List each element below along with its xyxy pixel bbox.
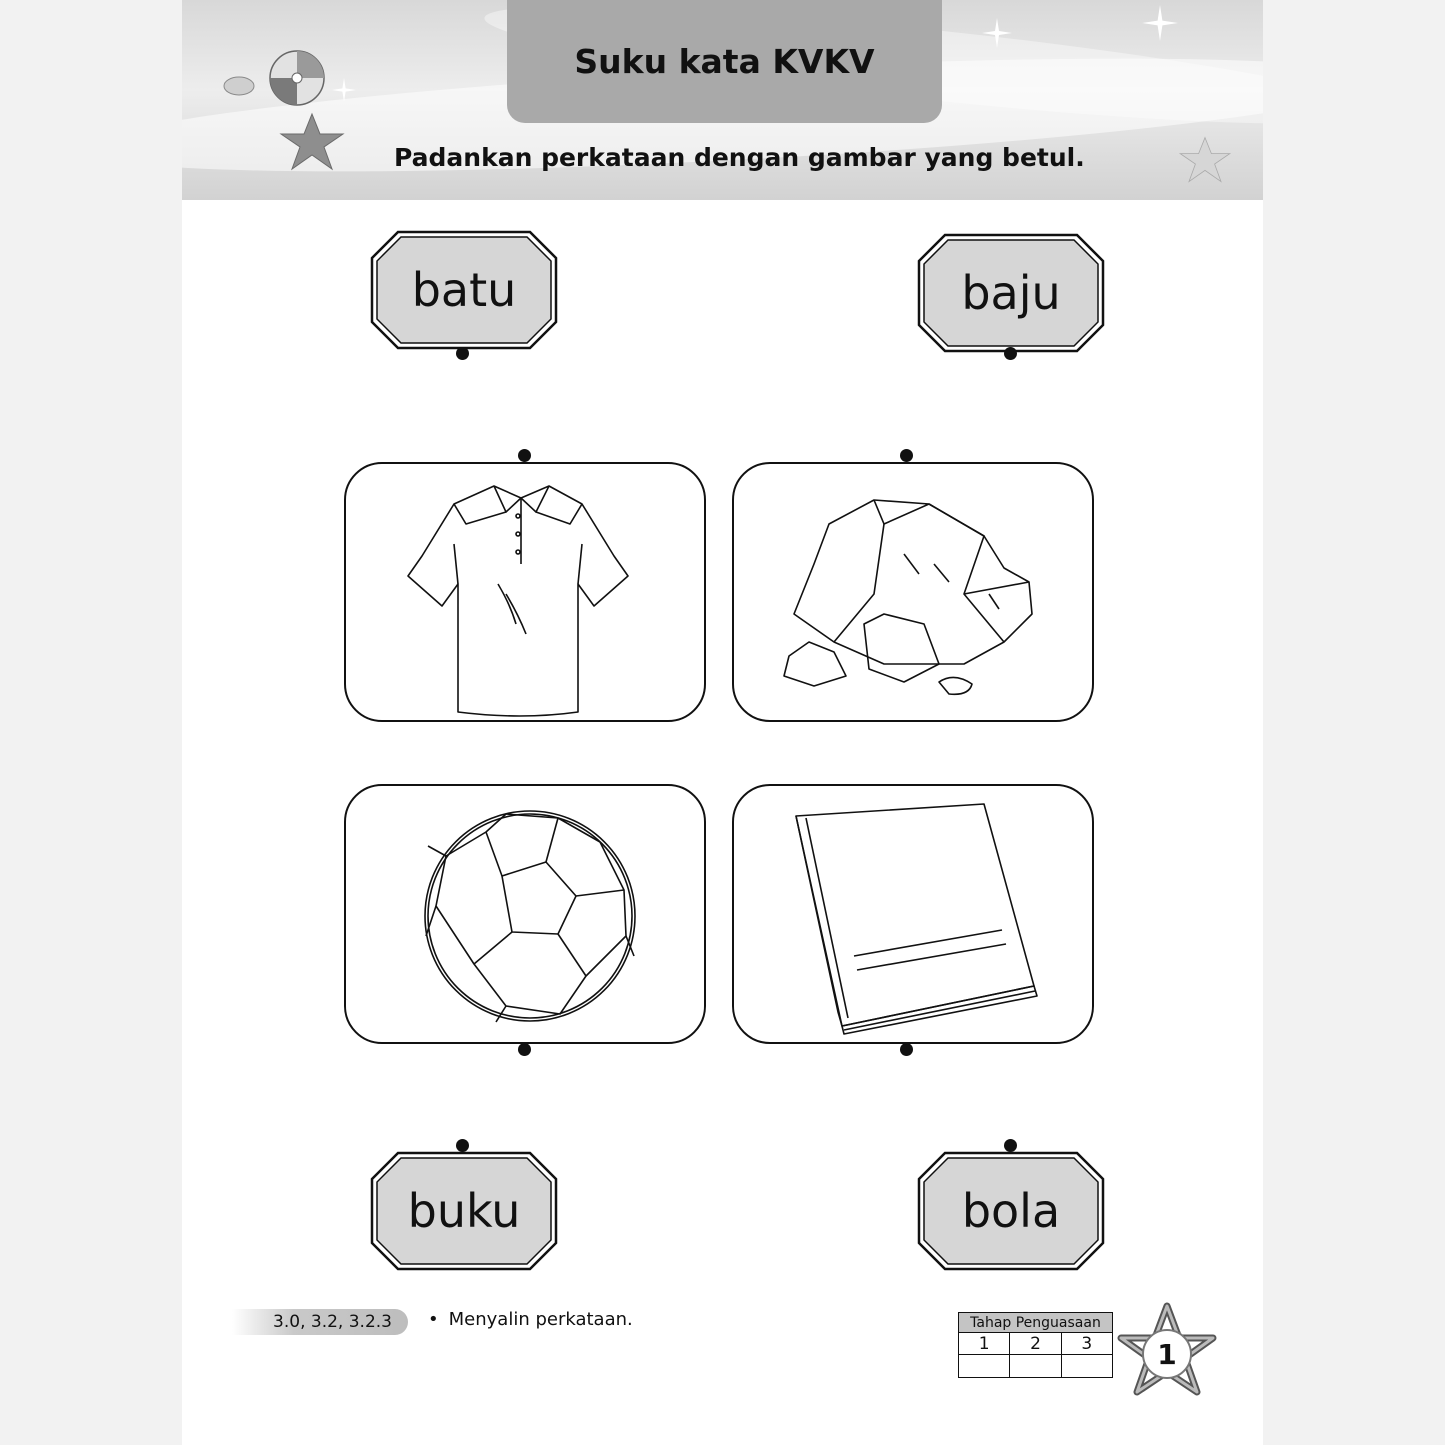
match-dot[interactable] [1004,347,1017,360]
word-box-buku [370,1151,558,1271]
instruction-text: Padankan perkataan dengan gambar yang betul. [394,143,1085,172]
sparkle-icon [1142,5,1178,41]
sparkle-icon [332,78,356,102]
mastery-level: 3 [1081,1334,1093,1354]
standard-code-badge [232,1309,408,1335]
bullet: • [428,1309,439,1330]
page-number: 1 [1157,1337,1177,1371]
picture-card-rock [732,462,1094,722]
header-banner [182,0,1263,200]
match-dot[interactable] [518,449,531,462]
standard-code: 3.0, 3.2, 3.2.3 [273,1312,392,1332]
picture-card-football [344,784,706,1044]
word-box-baju [917,233,1105,353]
word-box-bola [917,1151,1105,1271]
title-tab [507,0,942,123]
mastery-levels-row [959,1333,1112,1355]
starfish-icon [277,112,347,172]
football-icon [346,786,706,1044]
mastery-table [958,1312,1113,1378]
mastery-checkbox[interactable] [1062,1355,1112,1377]
mastery-title: Tahap Penguasaan [959,1313,1112,1333]
match-dot[interactable] [900,449,913,462]
mastery-checkbox[interactable] [1010,1355,1061,1377]
shell-icon [222,72,256,96]
worksheet-page [182,0,1263,1445]
word-label: buku [407,1184,521,1238]
skill-text: Menyalin perkataan. [448,1309,633,1330]
picture-card-shirt [344,462,706,722]
mastery-checkbox[interactable] [959,1355,1010,1377]
word-label: batu [411,263,517,317]
match-dot[interactable] [900,1043,913,1056]
word-label: bola [961,1184,1061,1238]
match-dot[interactable] [518,1043,531,1056]
book-icon [734,786,1094,1044]
mastery-checkbox-row [959,1355,1112,1377]
page-title: Suku kata KVKV [574,42,875,81]
skill-note [428,1309,633,1330]
mastery-level: 1 [959,1333,1010,1354]
word-label: baju [961,266,1061,320]
starfish-icon [1177,132,1233,188]
beach-ball-icon [267,48,327,108]
match-dot[interactable] [456,347,469,360]
mastery-level: 2 [1010,1333,1061,1354]
shirt-icon [346,464,706,722]
rock-icon [734,464,1094,722]
word-box-batu [370,230,558,350]
sparkle-icon [982,18,1012,48]
picture-card-book [732,784,1094,1044]
